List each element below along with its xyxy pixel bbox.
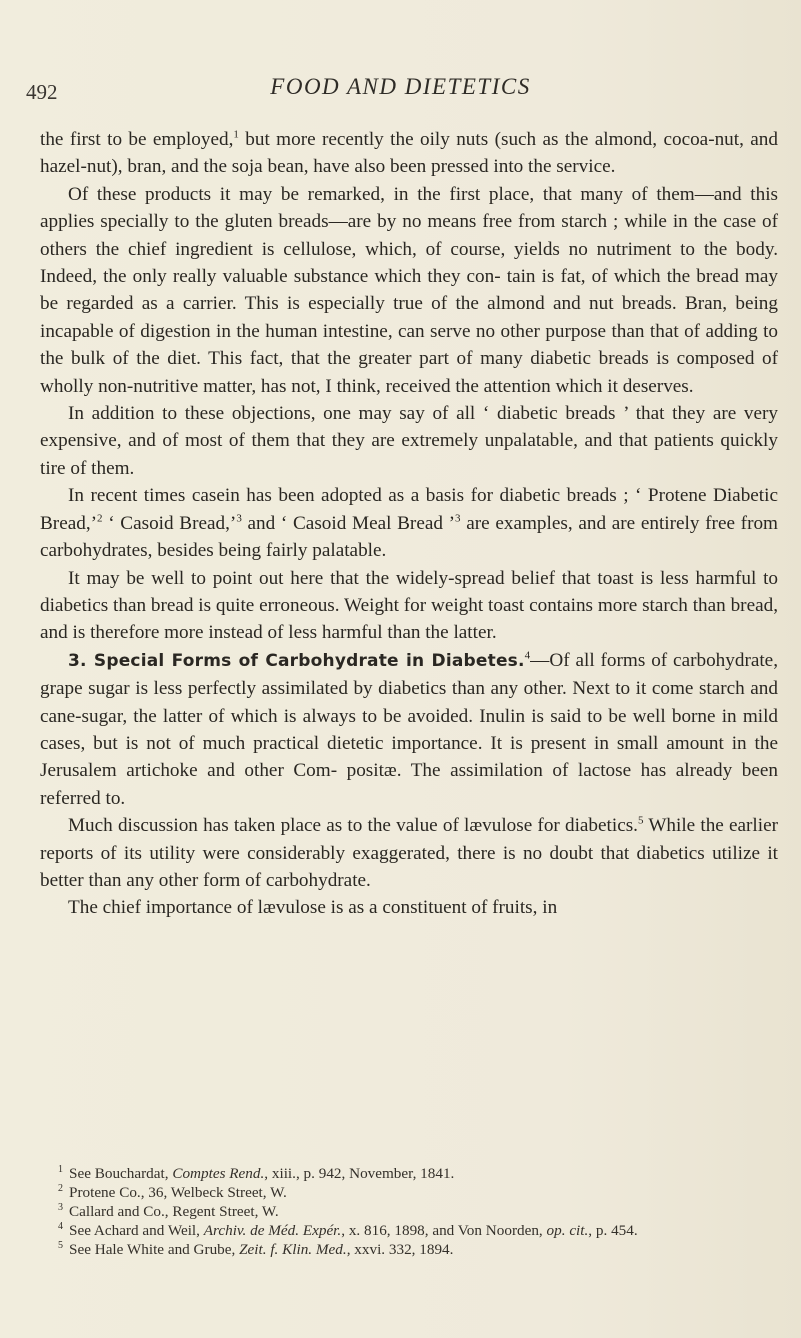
text-run: are examples, and are entirely free from carbohydrates, besides being fairly palatable. [40,512,778,562]
footnotes [40,1164,778,1259]
footnote-text: , p. 454. [588,1222,638,1239]
running-head: FOOD AND DIETETICS [270,74,531,99]
footnote [40,1183,778,1202]
footnote-citation: Zeit. f. Klin. Med. [239,1241,347,1258]
footnote-number: 3 [58,1201,63,1213]
footnote-text: Protene Co., 36, Welbeck Street, W. [69,1184,287,1201]
footnote-citation: Comptes Rend. [172,1165,265,1182]
footnote-ref: 3 [236,512,242,525]
paragraph: Of these products it may be remarked, in the first place, that many of them—and this applies specially to the gluten breads—are by no means free from starch ; while in the case of others the chief ingredient is cellulose, which, of course, yields no nutriment to the body. Indeed, the only really valuable substance which they con- tain is fat, of which the bread may be regarded as a carrier. This is especially true of the almond and nut breads. Bran, being incapable of digestion in the human intestine, can serve no other purpose than that of adding to the bulk of the diet. This fact, that the greater part of many diabetic breads is composed of wholly non-nutritive matter, has not, I think, received the attention which it deserves. [40,183,778,397]
text-run: ‘ Casoid Bread,’ [102,512,237,534]
footnote-text: , x. 816, 1898, and Von Noorden, [341,1222,547,1239]
footnote-number: 4 [58,1220,63,1232]
footnote-text: See Hale White and Grube, [69,1241,240,1258]
footnote-citation: Archiv. de Méd. Expér. [203,1222,342,1239]
paragraph [40,647,778,812]
paragraph: In addition to these objections, one may say of all ‘ diabetic breads ’ that they are very expensive, and of most of them that they are extremely unpalatable, and that patients quickly tire of them. [40,403,778,479]
footnote-ref: 3 [455,512,461,525]
footnote-ref: 1 [233,128,239,141]
footnote [40,1240,778,1259]
paragraph [40,126,778,181]
paragraph: The chief importance of lævulose is as a constituent of fruits, in [68,897,558,919]
footnote-text: Callard and Co., Regent Street, W. [69,1203,279,1220]
section-heading: 3. Special Forms of Carbohydrate in Diabetes. [68,650,525,671]
footnote-ref: 4 [524,649,531,662]
footnote-number: 1 [58,1163,63,1175]
footnote [40,1164,778,1183]
text-run: and ‘ Casoid Meal Bread ’ [241,512,456,534]
footnote-text: , xxvi. 332, 1894. [346,1241,454,1258]
footnote-ref: 2 [97,512,103,525]
text-run: In recent times casein has been adopted as a basis for diabetic breads ; ‘ Protene Diabetic Bread,’ [40,485,778,534]
paragraph [40,482,778,564]
text-run: but more recently the oily nuts (such as the almond, cocoa-nut, and hazel-nut), bran, and the soja bean, have also been pressed into the service. [40,129,778,178]
text-run: —Of all forms of carbohydrate, grape sugar is less perfectly assimilated by diabetics than any other. Next to it come starch and cane-sugar, the latter of which is always to be avoided. Inulin is said to be well borne in mild cases, but is not of much practical dietetic importance. It is present in small amount in the Jerusalem artichoke and other Com- positæ. The assimilation of lactose has already been referred to. [40,649,778,809]
footnote-ref: 5 [637,814,644,827]
footnote-citation: op. cit. [546,1222,589,1239]
footnote-number: 2 [58,1182,63,1194]
paragraph [40,812,778,894]
footnote-text: See Bouchardat, [69,1165,173,1182]
text-run: Much discussion has taken place as to the value of lævulose for diabetics. [68,815,638,837]
body-text [40,126,778,922]
footnote [40,1221,778,1240]
footnote-text: , xiii., p. 942, November, 1841. [264,1165,455,1182]
footnote [40,1202,778,1221]
footnote-number: 5 [58,1239,63,1251]
text-run: the first to be employed, [40,129,234,150]
text-run: While the earlier reports of its utility were considerably exaggerated, there is no doubt that diabetics utilize it better than any other form of carbohydrate. [40,815,778,891]
footnote-text: See Achard and Weil, [69,1222,204,1239]
paragraph: It may be well to point out here that the widely-spread belief that toast is less harmful to diabetics than bread is quite erroneous. Weight for weight toast contains more starch than bread, and is therefore more instead of less harmful than the latter. [40,567,778,644]
page-header [0,74,801,114]
page-number: 492 [26,80,58,104]
